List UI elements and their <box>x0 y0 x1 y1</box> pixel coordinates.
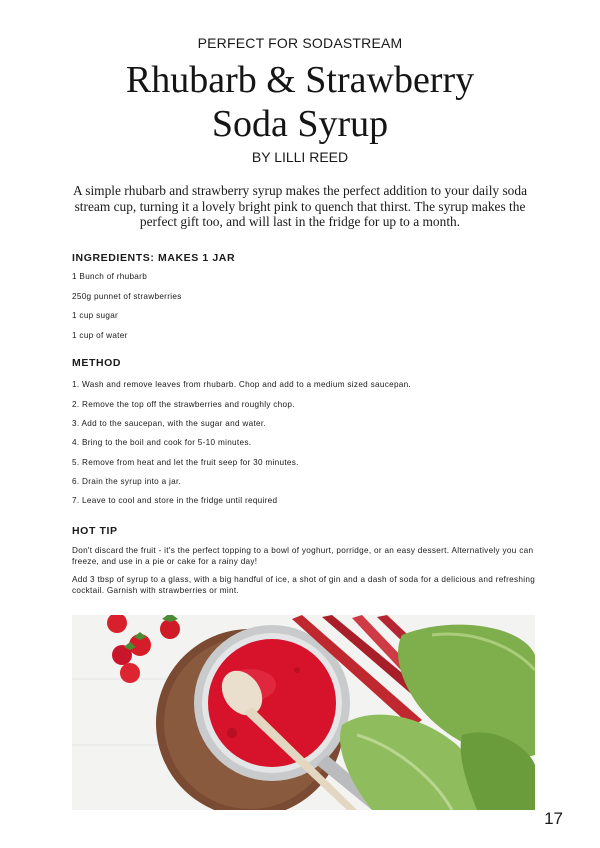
recipe-photo <box>72 615 535 810</box>
title-line-1: Rhubarb & Strawberry <box>125 59 475 101</box>
ingredient-item: 1 cup sugar <box>72 311 119 320</box>
title-line-2: Soda Syrup <box>211 103 389 145</box>
method-step: 3. Add to the saucepan, with the sugar and water. <box>72 419 267 428</box>
method-step: 7. Leave to cool and store in the fridge until required <box>72 496 278 505</box>
kicker: PERFECT FOR SODASTREAM <box>197 35 403 51</box>
method-step: 5. Remove from heat and let the fruit seep for 30 minutes. <box>72 458 299 467</box>
ingredients-heading: INGREDIENTS: MAKES 1 JAR <box>72 252 236 264</box>
hot-tip-paragraph: Add 3 tbsp of syrup to a glass, with a big handful of ice, a shot of gin and a dash of soda for a delicious and refreshing cocktail. Garnish with strawberries or mint. <box>72 575 536 595</box>
byline: BY LILLI REED <box>251 149 349 165</box>
method-step: 1. Wash and remove leaves from rhubarb. Chop and add to a medium sized saucepan. <box>72 380 412 389</box>
ingredient-item: 250g punnet of strawberries <box>72 292 182 301</box>
intro-paragraph: A simple rhubarb and strawberry syrup makes the perfect addition to your daily soda stream cup, turning it a lovely bright pink to quench that thirst. The syrup makes the perfect gift too, and will last in the fridge for up to a month. <box>72 183 528 229</box>
method-heading: METHOD <box>72 357 122 369</box>
method-step: 2. Remove the top off the strawberries and roughly chop. <box>72 400 295 409</box>
hot-tip-heading: HOT TIP <box>72 525 118 537</box>
page-title <box>0 58 600 146</box>
method-step: 6. Drain the syrup into a jar. <box>72 477 182 486</box>
page-number: 17 <box>544 809 563 828</box>
ingredient-item: 1 Bunch of rhubarb <box>72 272 148 281</box>
ingredient-item: 1 cup of water <box>72 331 128 340</box>
syrup-pan-illustration <box>72 615 535 810</box>
method-step: 4. Bring to the boil and cook for 5-10 minutes. <box>72 438 252 447</box>
hot-tip-paragraph: Don't discard the fruit - it's the perfect topping to a bowl of yoghurt, porridge, or an easy dessert. Alternatively you can freeze, and use in a pie or cake for a rainy day! <box>72 546 534 566</box>
